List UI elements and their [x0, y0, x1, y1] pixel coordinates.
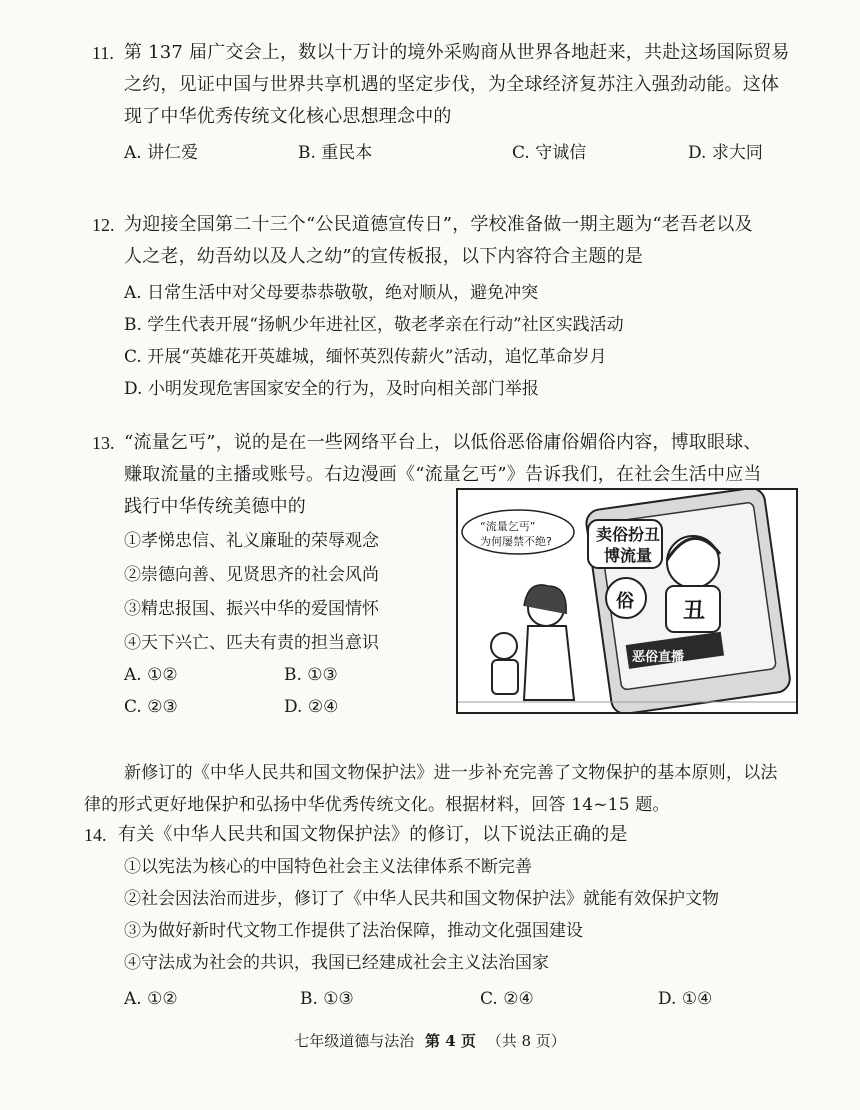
option-c: C. 守诚信	[512, 143, 587, 163]
footer-page: 第 4 页	[425, 1032, 476, 1050]
chou-mask-text: 丑	[683, 599, 706, 624]
child-head	[491, 633, 517, 659]
option-a: A. ①②	[124, 665, 178, 685]
material-text: 律的形式更好地保护和弘扬中华优秀传统文化。根据材料，回答 14~15 题。	[84, 795, 670, 815]
option-c: C. 开展“英雄花开英雄城，缅怀英烈传薪火”活动，追忆革命岁月	[124, 347, 607, 367]
option-a: A. ①②	[124, 989, 178, 1009]
question-text: 践行中华传统美德中的	[124, 496, 306, 517]
option-a: A. 日常生活中对父母要恭恭敬敬，绝对顺从，避免冲突	[124, 283, 539, 303]
sign-text-2: 博流量	[604, 546, 653, 565]
speech-text-1: “流量乞丐”	[480, 520, 536, 533]
speech-text-2: 为何屡禁不绝?	[480, 535, 552, 548]
statement-4: ④天下兴亡、匹夫有责的担当意识	[124, 633, 379, 653]
option-c: C. ②③	[124, 697, 178, 717]
su-mask-text: 俗	[616, 591, 634, 612]
statement-2: ②社会因法治而进步，修订了《中华人民共和国文物保护法》就能有效保护文物	[124, 889, 719, 909]
question-text: 为迎接全国第二十三个“公民道德宣传日”，学校准备做一期主题为“老吾老以及	[124, 214, 753, 235]
option-d: D. ①④	[658, 989, 713, 1009]
option-b: B. ①③	[300, 989, 354, 1009]
option-d: D. 小明发现危害国家安全的行为，及时向相关部门举报	[124, 379, 539, 399]
material-text: 新修订的《中华人民共和国文物保护法》进一步补充完善了文物保护的基本原则，以法	[124, 763, 778, 783]
footer-subject: 七年级道德与法治	[294, 1032, 415, 1050]
option-b: B. 重民本	[298, 143, 373, 163]
statement-1: ①以宪法为核心的中国特色社会主义法律体系不断完善	[124, 857, 532, 877]
mother-body	[524, 626, 574, 700]
child-body	[492, 660, 518, 694]
question-number: 14.	[84, 825, 107, 845]
option-d: D. ②④	[284, 697, 339, 717]
statement-2: ②崇德向善、见贤思齐的社会风尚	[124, 565, 379, 585]
statement-4: ④守法成为社会的共识，我国已经建成社会主义法治国家	[124, 953, 549, 973]
question-text: 之约，见证中国与世界共享机遇的坚定步伐，为全球经济复苏注入强劲动能。这体	[124, 74, 780, 95]
question-number: 12.	[92, 215, 115, 235]
cartoon-liuliang-qigai	[456, 488, 798, 714]
option-d: D. 求大同	[688, 143, 763, 163]
question-text: 赚取流量的主播或账号。右边漫画《“流量乞丐”》告诉我们，在社会生活中应当	[124, 464, 762, 485]
footer-total: （共 8 页）	[486, 1032, 566, 1050]
question-number: 13.	[92, 433, 115, 453]
statement-1: ①孝悌忠信、礼义廉耻的荣辱观念	[124, 531, 379, 551]
question-text: 现了中华优秀传统文化核心思想理念中的	[124, 106, 452, 127]
option-c: C. ②④	[480, 989, 534, 1009]
screen-banner-text: 恶俗直播	[632, 650, 685, 665]
option-a: A. 讲仁爱	[124, 143, 199, 163]
question-text: 人之老，幼吾幼以及人之幼”的宣传板报，以下内容符合主题的是	[124, 246, 643, 267]
option-b: B. 学生代表开展“扬帆少年进社区，敬老孝亲在行动”社区实践活动	[124, 315, 624, 335]
statement-3: ③精忠报国、振兴中华的爱国情怀	[124, 599, 379, 619]
question-text: “流量乞丐”，说的是在一些网络平台上，以低俗恶俗庸俗媚俗内容，博取眼球、	[124, 432, 762, 453]
question-number: 11.	[92, 43, 114, 63]
question-text: 有关《中华人民共和国文物保护法》的修订，以下说法正确的是	[118, 824, 628, 845]
question-text: 第 137 届广交会上，数以十万计的境外采购商从世界各地赶来，共赴这场国际贸易	[124, 42, 790, 63]
option-b: B. ①③	[284, 665, 338, 685]
sign-text-1: 卖俗扮丑	[596, 525, 661, 544]
statement-3: ③为做好新时代文物工作提供了法治保障，推动文化强国建设	[124, 921, 583, 941]
page-footer	[0, 1030, 860, 1052]
